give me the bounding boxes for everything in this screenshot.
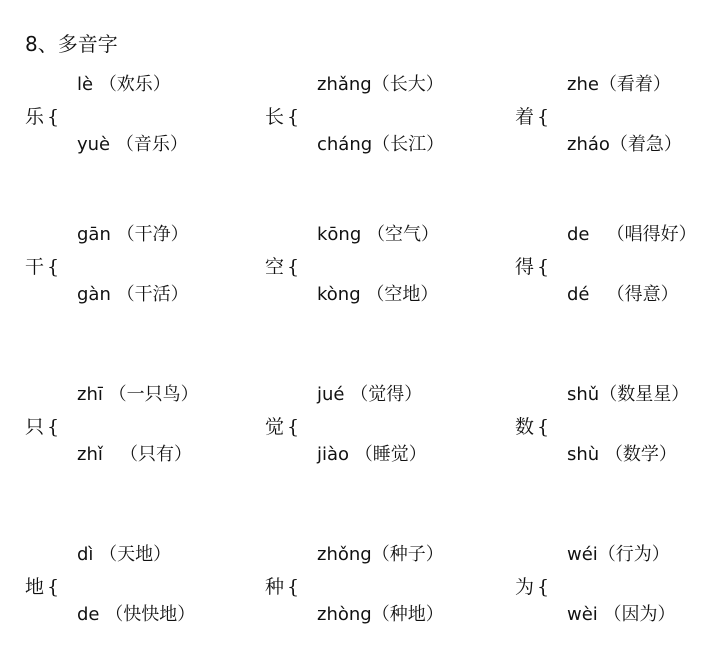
entry-zhe [515, 72, 715, 162]
reading-top [77, 72, 171, 98]
brace-symbol: { [47, 576, 60, 598]
entry-char: 空 [265, 256, 285, 278]
reading-top [567, 542, 670, 568]
reading-top [317, 382, 422, 408]
reading-bottom [567, 602, 676, 628]
entry-char: 长 [265, 106, 285, 128]
reading-top [77, 382, 199, 408]
entry-zhang [265, 72, 465, 162]
example-word: （空气） [367, 224, 440, 245]
example-word: （一只鸟） [108, 384, 199, 405]
reading-top [317, 222, 439, 248]
entry-zhi [25, 382, 225, 472]
pinyin: zhī [77, 384, 103, 405]
reading-top [77, 222, 189, 248]
page-title: 8、多音字 [25, 32, 118, 56]
pinyin: zháo [567, 134, 610, 155]
reading-bottom [77, 282, 189, 308]
pinyin: zhǐ [77, 444, 103, 465]
example-word: （得意） [606, 284, 679, 305]
example-word: （数学） [604, 444, 677, 465]
brace-symbol: { [47, 416, 60, 438]
pinyin: cháng [317, 134, 373, 155]
example-word: （觉得） [350, 384, 423, 405]
brace-symbol: { [537, 256, 550, 278]
entry-char: 觉 [265, 416, 285, 438]
entry-char: 为 [515, 576, 535, 598]
entry-jue [265, 382, 465, 472]
example-word: （干净） [116, 224, 189, 245]
reading-bottom [567, 132, 682, 158]
reading-top [317, 72, 444, 98]
brace-symbol: { [537, 416, 550, 438]
pinyin: gān [77, 224, 111, 245]
example-word: （睡觉） [354, 444, 427, 465]
brace-symbol: { [287, 576, 300, 598]
example-word: （长江） [372, 134, 445, 155]
pinyin: shù [567, 444, 600, 465]
reading-bottom [317, 442, 427, 468]
brace-symbol: { [287, 416, 300, 438]
example-word: （只有） [120, 444, 193, 465]
example-word: （因为） [603, 604, 676, 625]
example-word: （唱得好） [606, 224, 697, 245]
example-word: （欢乐） [98, 74, 171, 95]
example-word: （空地） [366, 284, 439, 305]
brace-symbol: { [537, 106, 550, 128]
reading-bottom [77, 132, 188, 158]
reading-top [567, 222, 697, 248]
entry-char: 乐 [25, 106, 45, 128]
pinyin: kòng [317, 284, 361, 305]
example-word: （快快地） [105, 604, 196, 625]
entry-kong [265, 222, 465, 312]
entry-char: 地 [25, 576, 45, 598]
pinyin: wèi [567, 604, 598, 625]
reading-bottom [317, 602, 444, 628]
entry-gan [25, 222, 225, 312]
pinyin: gàn [77, 284, 111, 305]
pinyin: shǔ [567, 384, 600, 405]
pinyin: lè [77, 74, 94, 95]
pinyin: yuè [77, 134, 111, 155]
brace-symbol: { [47, 106, 60, 128]
entry-char: 着 [515, 106, 535, 128]
brace-symbol: { [287, 256, 300, 278]
pinyin: zhǎng [317, 74, 372, 95]
entry-char: 数 [515, 416, 535, 438]
reading-bottom [77, 602, 195, 628]
reading-bottom [317, 132, 444, 158]
entry-zhong [265, 542, 465, 632]
entry-char: 只 [25, 416, 45, 438]
pinyin: jué [317, 384, 345, 405]
entry-char: 种 [265, 576, 285, 598]
example-word: （长大） [371, 74, 444, 95]
reading-top [317, 542, 444, 568]
example-word: （数星星） [599, 384, 690, 405]
example-word: （种地） [371, 604, 444, 625]
pinyin: jiào [317, 444, 350, 465]
pinyin: kōng [317, 224, 362, 245]
reading-bottom [567, 282, 679, 308]
example-word: （天地） [99, 544, 172, 565]
example-word: （着急） [609, 134, 682, 155]
entry-di [25, 542, 225, 632]
entry-char: 干 [25, 256, 45, 278]
example-word: （行为） [597, 544, 670, 565]
pinyin: wéi [567, 544, 598, 565]
example-word: （音乐） [115, 134, 188, 155]
brace-symbol: { [47, 256, 60, 278]
reading-bottom [567, 442, 677, 468]
pinyin: dì [77, 544, 94, 565]
entry-le [25, 72, 225, 162]
pinyin: de [77, 604, 100, 625]
reading-bottom [77, 442, 192, 468]
pinyin: zhòng [317, 604, 372, 625]
brace-symbol: { [537, 576, 550, 598]
example-word: （看着） [598, 74, 671, 95]
entry-char: 得 [515, 256, 535, 278]
reading-top [567, 382, 689, 408]
example-word: （干活） [116, 284, 189, 305]
entry-wei [515, 542, 715, 632]
pinyin: zhǒng [317, 544, 372, 565]
entry-de [515, 222, 715, 312]
brace-symbol: { [287, 106, 300, 128]
reading-bottom [317, 282, 438, 308]
entry-shu [515, 382, 715, 472]
reading-top [567, 72, 671, 98]
pinyin: dé [567, 284, 590, 305]
reading-top [77, 542, 171, 568]
pinyin: zhe [567, 74, 599, 95]
pinyin: de [567, 224, 590, 245]
example-word: （种子） [371, 544, 444, 565]
